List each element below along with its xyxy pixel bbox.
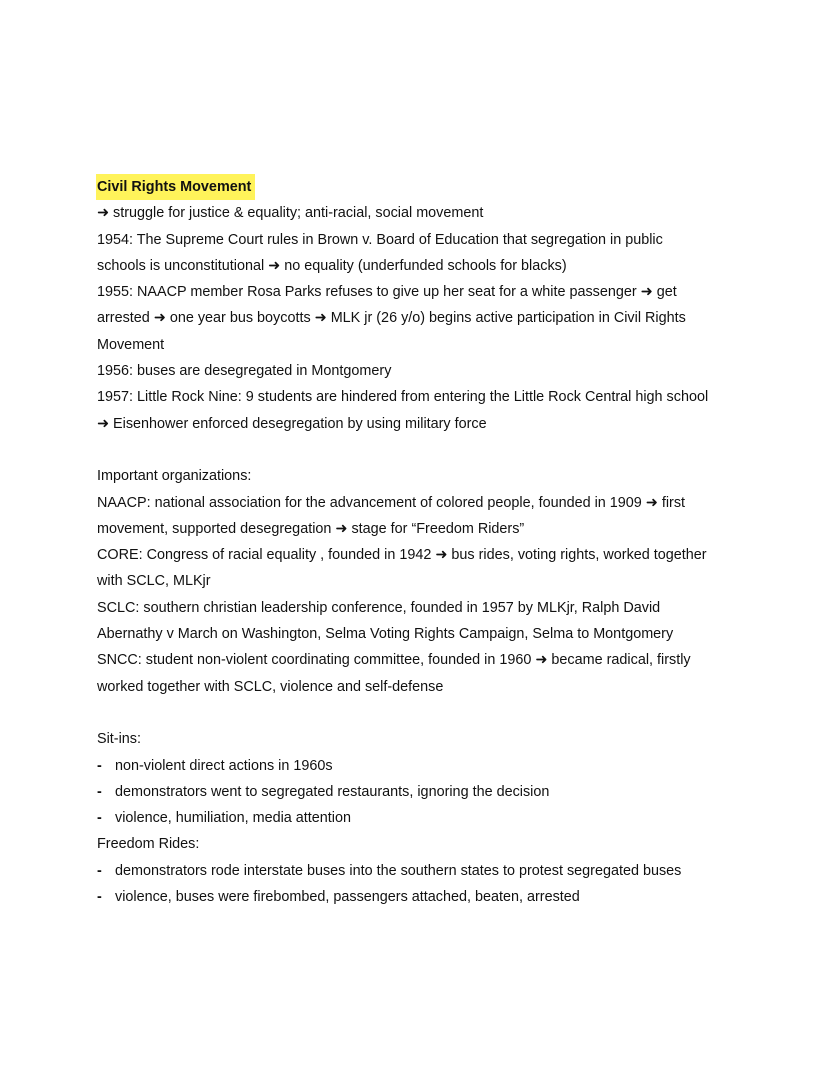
list-item-text: demonstrators rode interstate buses into the southern states to protest segregated buses (115, 862, 682, 879)
freedom-rides-heading: Freedom Rides: (97, 836, 200, 853)
list-item (97, 884, 747, 910)
intro-line: Movement (97, 336, 165, 353)
organization-line: SNCC: student non-violent coordinating committee, founded in 1960 ➜ became radical, firstly (97, 652, 691, 669)
spacer (97, 437, 747, 463)
organization-line: SCLC: southern christian leadership conference, founded in 1957 by MLKjr, Ralph David (97, 599, 661, 616)
organization-line: worked together with SCLC, violence and self-defense (97, 678, 444, 695)
list-item (97, 805, 747, 831)
organizations-heading: Important organizations: (97, 468, 252, 485)
intro-line: 1955: NAACP member Rosa Parks refuses to give up her seat for a white passenger ➜ get (97, 284, 677, 301)
list-item (97, 779, 747, 805)
sit-ins-heading: Sit-ins: (97, 731, 141, 748)
list-item (97, 753, 747, 779)
intro-line: 1954: The Supreme Court rules in Brown v. Board of Education that segregation in public (97, 231, 663, 248)
organization-line: Abernathy v March on Washington, Selma Voting Rights Campaign, Selma to Montgomery (97, 626, 674, 643)
list-item-text: violence, buses were firebombed, passengers attached, beaten, arrested (115, 889, 580, 906)
intro-line: arrested ➜ one year bus boycotts ➜ MLK jr (26 y/o) begins active participation in Civil Rights (97, 310, 686, 327)
list-item-text: demonstrators went to segregated restaurants, ignoring the decision (115, 783, 550, 800)
page-title: Civil Rights Movement (96, 174, 255, 200)
bullet-marker: - (97, 889, 102, 906)
list-item (97, 858, 747, 884)
intro-line: schools is unconstitutional ➜ no equality (underfunded schools for blacks) (97, 257, 567, 274)
organization-line: NAACP: national association for the advancement of colored people, founded in 1909 ➜ first (97, 494, 686, 511)
bullet-marker: - (97, 810, 102, 827)
spacer (97, 700, 747, 726)
bullet-marker: - (97, 783, 102, 800)
bullet-marker: - (97, 862, 102, 879)
bullet-marker: - (97, 757, 102, 774)
intro-line: ➜ Eisenhower enforced desegregation by using military force (97, 415, 487, 432)
intro-line: ➜ struggle for justice & equality; anti-racial, social movement (97, 205, 484, 222)
intro-line: 1957: Little Rock Nine: 9 students are hindered from entering the Little Rock Central high school (97, 389, 709, 406)
title-line (97, 174, 747, 200)
list-item-text: non-violent direct actions in 1960s (115, 757, 333, 774)
intro-line: 1956: buses are desegregated in Montgomery (97, 363, 392, 380)
list-item-text: violence, humiliation, media attention (115, 810, 351, 827)
organization-line: CORE: Congress of racial equality , founded in 1942 ➜ bus rides, voting rights, worked together (97, 547, 707, 564)
organization-line: with SCLC, MLKjr (97, 573, 211, 590)
document-page (97, 174, 747, 910)
organization-line: movement, supported desegregation ➜ stage for “Freedom Riders” (97, 520, 525, 537)
